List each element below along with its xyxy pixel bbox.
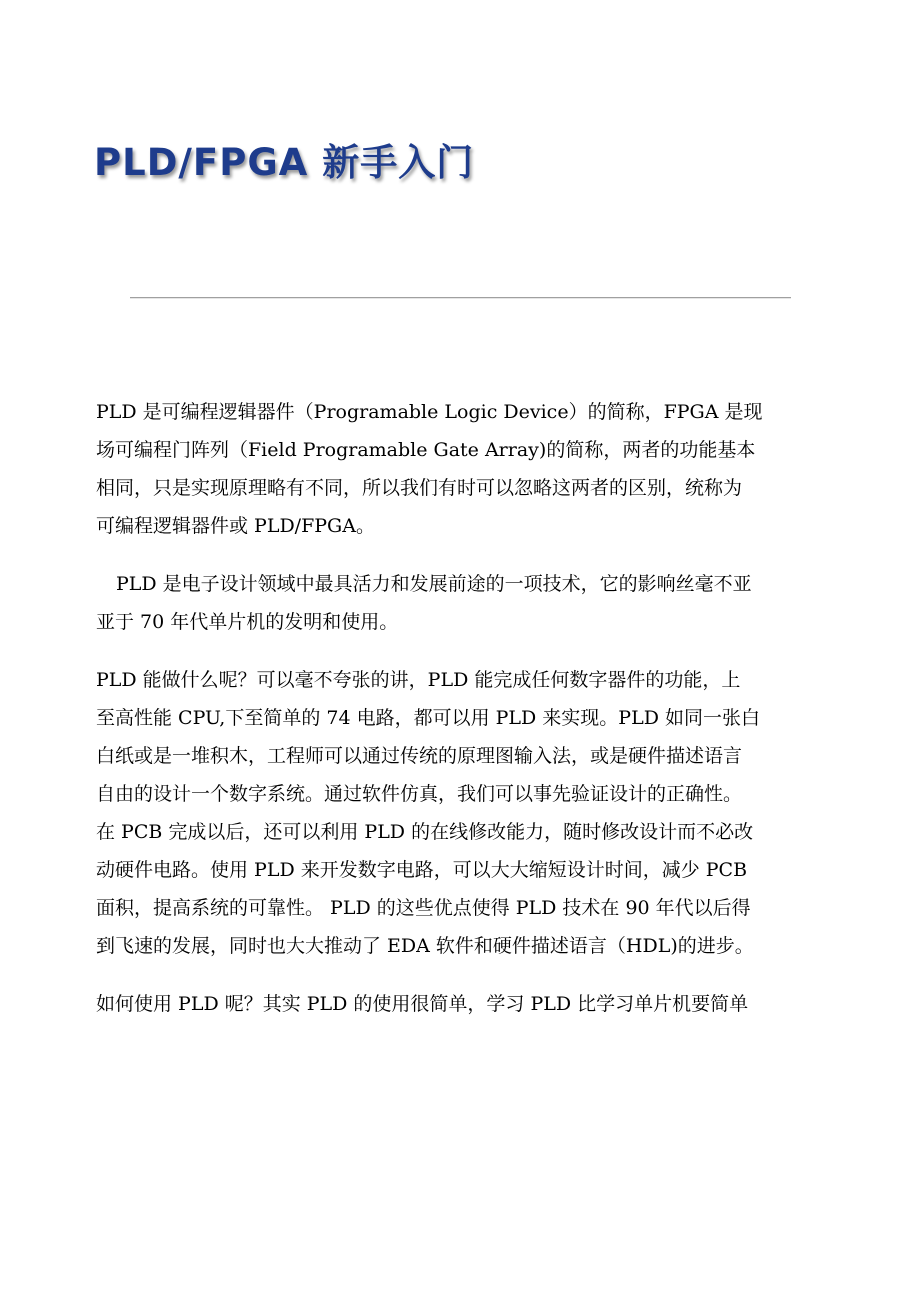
- paragraph-intro: [96, 393, 829, 545]
- paragraph-line: PLD 是电子设计领域中最具活力和发展前途的一项技术，它的影响丝毫不亚: [116, 573, 752, 595]
- paragraph-line: 相同，只是实现原理略有不同，所以我们有时可以忽略这两者的区别，统称为: [96, 477, 743, 499]
- paragraph-line: 可编程逻辑器件或 PLD/FPGA。: [96, 515, 375, 537]
- paragraph-line: 在 PCB 完成以后，还可以利用 PLD 的在线修改能力，随时修改设计而不必改: [96, 821, 754, 843]
- paragraph-line: 如何使用 PLD 呢？其实 PLD 的使用很简单，学习 PLD 比学习单片机要简单: [96, 993, 749, 1015]
- paragraph-gap: [96, 965, 829, 985]
- paragraph-line: 面积，提高系统的可靠性。 PLD 的这些优点使得 PLD 技术在 90 年代以后得: [96, 897, 751, 919]
- paragraph-gap: [96, 641, 829, 661]
- paragraph-capabilities: [96, 661, 829, 965]
- paragraph-line: PLD 能做什么呢？可以毫不夸张的讲，PLD 能完成任何数字器件的功能，上: [96, 669, 741, 691]
- horizontal-divider: [130, 297, 791, 299]
- paragraph-line: 到飞速的发展，同时也大大推动了 EDA 软件和硬件描述语言（HDL)的进步。: [96, 935, 754, 957]
- document-title: PLD/FPGA 新手入门: [94, 141, 475, 184]
- paragraph-line: 动硬件电路。使用 PLD 来开发数字电路，可以大大缩短设计时间，减少 PCB: [96, 859, 748, 881]
- paragraph-line: 亚于 70 年代单片机的发明和使用。: [96, 611, 399, 633]
- paragraph-significance: [96, 565, 829, 641]
- document-body: [96, 393, 829, 1023]
- paragraph-line: 至高性能 CPU,下至简单的 74 电路，都可以用 PLD 来实现。PLD 如同一张白: [96, 707, 760, 729]
- paragraph-line: PLD 是可编程逻辑器件（Programable Logic Device）的简称，FPGA 是现: [96, 401, 763, 423]
- paragraph-line: 场可编程门阵列（Field Programable Gate Array)的简称，两者的功能基本: [96, 439, 756, 461]
- paragraph-gap: [96, 545, 829, 565]
- paragraph-line: 自由的设计一个数字系统。通过软件仿真，我们可以事先验证设计的正确性。: [96, 783, 743, 805]
- paragraph-line: 白纸或是一堆积木，工程师可以通过传统的原理图输入法，或是硬件描述语言: [96, 745, 743, 767]
- paragraph-usage: [96, 985, 829, 1023]
